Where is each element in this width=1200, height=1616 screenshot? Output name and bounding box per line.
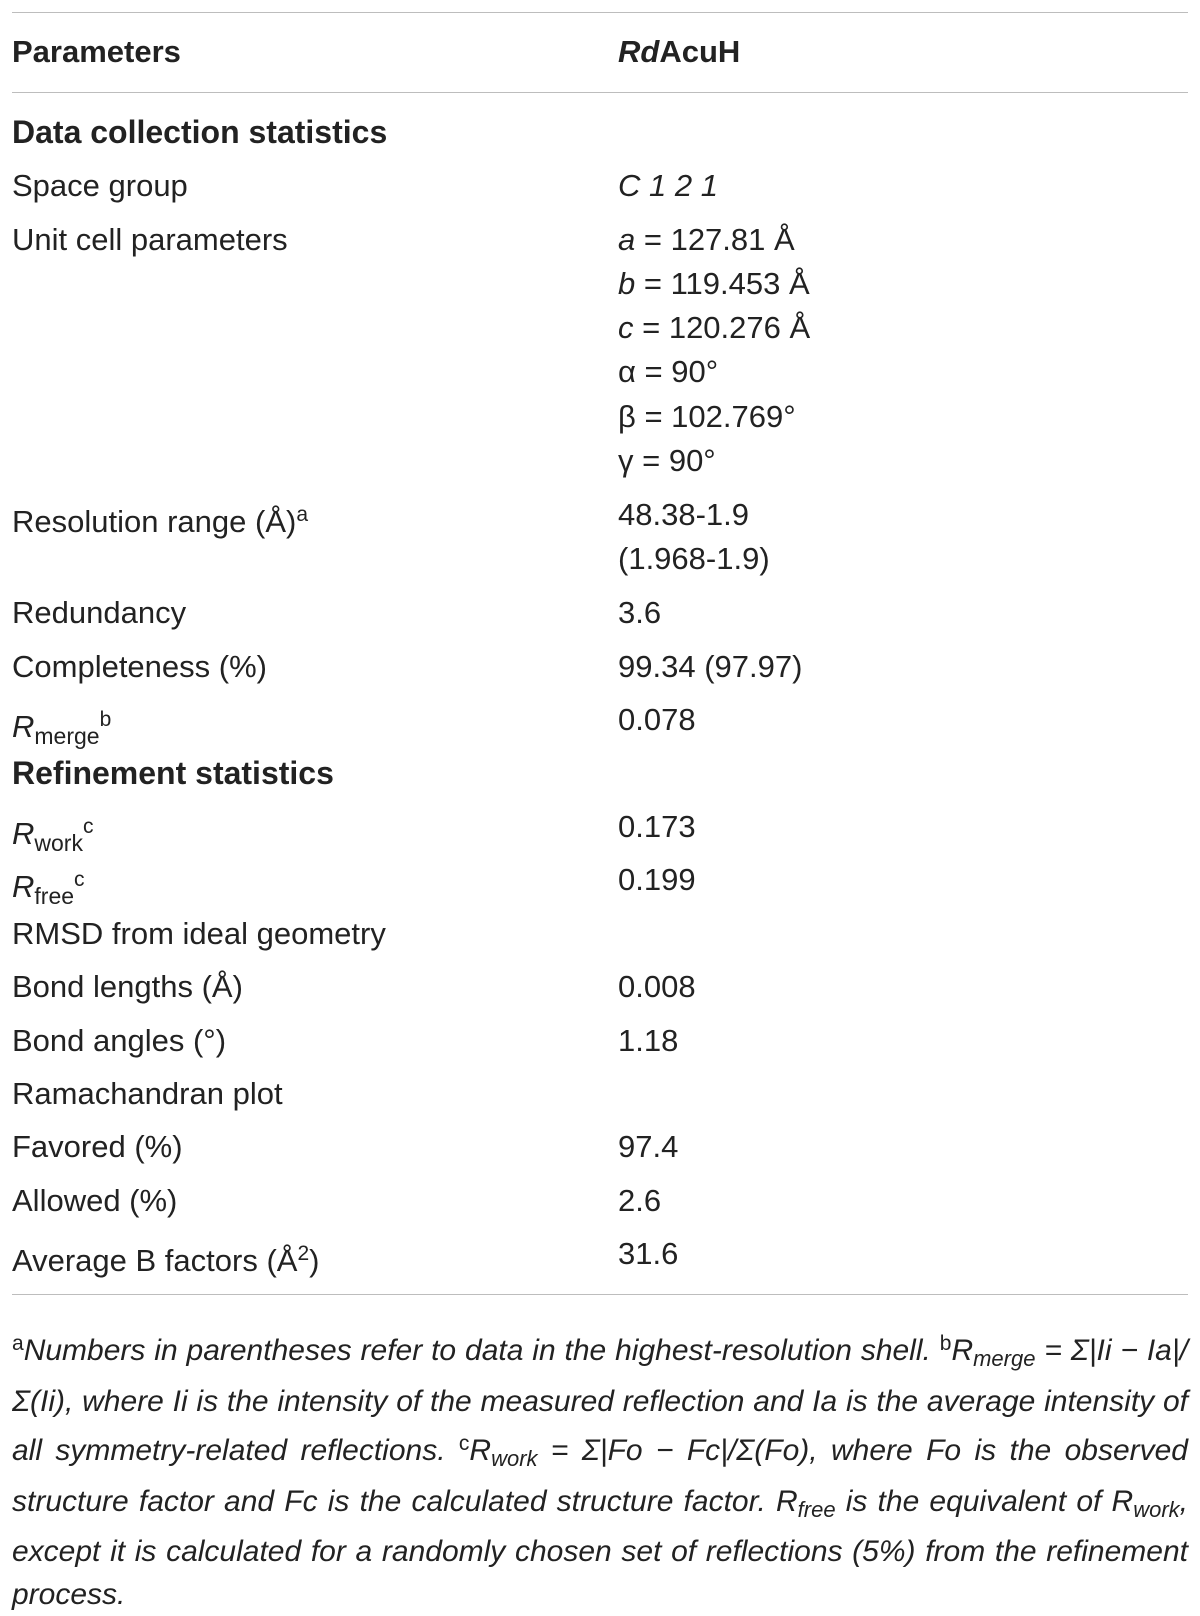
rmerge-value: 0.078 xyxy=(618,702,696,737)
unit-cell-alpha: α = 90° xyxy=(618,354,719,389)
header-rd-italic: Rd xyxy=(618,34,660,69)
rmerge-footnote-mark: b xyxy=(99,708,112,731)
unit-cell-b-sym: b xyxy=(618,266,636,301)
resolution-footnote-mark: a xyxy=(296,503,309,526)
unit-cell-b-val: = 119.453 Å xyxy=(635,266,810,301)
footnote-b-text: = Σ|Ii − Ia|/Σ(Ii), where Ii is the intensity of the measured reflection and Ia is the average intensity of all symmetry-related reflections. xyxy=(12,1334,1188,1467)
rwork-sub: work xyxy=(34,830,83,856)
rwork-r: R xyxy=(12,816,35,851)
redundancy-value: 3.6 xyxy=(618,595,662,630)
bfactors-value: 31.6 xyxy=(618,1236,679,1271)
footnote-free-r2: R xyxy=(1111,1484,1134,1518)
bond-lengths-value: 0.008 xyxy=(618,969,696,1004)
footnote-b-sub: merge xyxy=(973,1346,1036,1371)
rfree-footnote-mark: c xyxy=(74,868,85,891)
space-group-value-text: C 1 2 1 xyxy=(618,168,718,203)
unit-cell-c-sym: c xyxy=(618,310,634,345)
unit-cell-gamma: γ = 90° xyxy=(618,443,716,478)
completeness-value: 99.34 (97.97) xyxy=(618,649,803,684)
footnote-free-sub2: work xyxy=(1133,1496,1180,1522)
section-data-collection: Data collection statistics xyxy=(12,114,388,150)
header-acuh: AcuH xyxy=(659,34,741,69)
unit-cell-c-val: = 120.276 Å xyxy=(633,310,811,345)
table-bottom-rule xyxy=(12,1294,1188,1295)
footnote-b-mark: b xyxy=(939,1332,952,1355)
rmerge-label xyxy=(12,702,111,754)
header-bottom-rule xyxy=(12,92,1188,93)
completeness-label: Completeness (%) xyxy=(12,649,267,684)
unit-cell-a-sym: a xyxy=(618,222,636,257)
bfactors-label-pre: Average B factors (Å xyxy=(12,1243,298,1278)
bfactors-label-post: ) xyxy=(309,1243,320,1278)
resolution-label xyxy=(12,497,308,540)
table-top-rule xyxy=(12,12,1188,13)
favored-label: Favored (%) xyxy=(12,1129,183,1164)
space-group-label: Space group xyxy=(12,168,188,203)
footnote-free-text: is the equivalent of xyxy=(835,1484,1112,1518)
bond-angles-value: 1.18 xyxy=(618,1023,679,1058)
footnote-free-text2: , except it is calculated for a randomly chosen set of reflections (5%) from the refinement process. xyxy=(12,1484,1188,1611)
rfree-value: 0.199 xyxy=(618,862,696,897)
resolution-value: 48.38-1.9 xyxy=(618,497,749,532)
footnote-c-sub: work xyxy=(491,1446,538,1471)
table-footnotes xyxy=(12,1323,1188,1616)
unit-cell-c xyxy=(618,310,810,346)
rfree-sub: free xyxy=(34,883,75,909)
unit-cell-beta: β = 102.769° xyxy=(618,399,796,434)
footnote-free-r: R xyxy=(775,1484,798,1518)
header-parameters: Parameters xyxy=(12,34,181,69)
allowed-value: 2.6 xyxy=(618,1183,662,1218)
unit-cell-a-val: = 127.81 Å xyxy=(635,222,795,257)
bfactors-sup: 2 xyxy=(297,1242,310,1265)
footnote-free-sub: free xyxy=(797,1496,836,1522)
rmerge-r: R xyxy=(12,709,35,744)
resolution-value-shell: (1.968-1.9) xyxy=(618,541,770,576)
footnote-a-text: Numbers in parentheses refer to data in the highest-resolution shell. xyxy=(23,1334,940,1367)
footnote-b-r: R xyxy=(951,1334,974,1367)
footnote-c-r: R xyxy=(469,1434,492,1467)
favored-value: 97.4 xyxy=(618,1129,679,1164)
header-rdacuh xyxy=(618,34,740,70)
section-refinement: Refinement statistics xyxy=(12,755,334,791)
bond-lengths-label: Bond lengths (Å) xyxy=(12,969,243,1004)
footnote-a-mark: a xyxy=(12,1332,24,1355)
rfree-r: R xyxy=(12,869,35,904)
allowed-label: Allowed (%) xyxy=(12,1183,178,1218)
rmsd-label: RMSD from ideal geometry xyxy=(12,916,386,951)
space-group-value xyxy=(618,168,718,204)
ramachandran-label: Ramachandran plot xyxy=(12,1076,283,1111)
rfree-label xyxy=(12,862,85,914)
rmerge-sub: merge xyxy=(34,723,100,749)
bfactors-label xyxy=(12,1236,319,1279)
unit-cell-a xyxy=(618,222,795,258)
bond-angles-label: Bond angles (°) xyxy=(12,1023,227,1058)
rwork-label xyxy=(12,809,93,861)
rwork-footnote-mark: c xyxy=(82,815,94,838)
unit-cell-label: Unit cell parameters xyxy=(12,222,288,257)
redundancy-label: Redundancy xyxy=(12,595,187,630)
footnote-c-text: = Σ|Fo − Fc|/Σ(Fo), where Fo is the observed structure factor and Fc is the calculated structure factor. xyxy=(12,1434,1188,1518)
unit-cell-b xyxy=(618,266,810,302)
footnote-c-mark: c xyxy=(458,1432,470,1455)
rwork-value: 0.173 xyxy=(618,809,696,844)
resolution-label-text: Resolution range (Å) xyxy=(12,504,297,539)
